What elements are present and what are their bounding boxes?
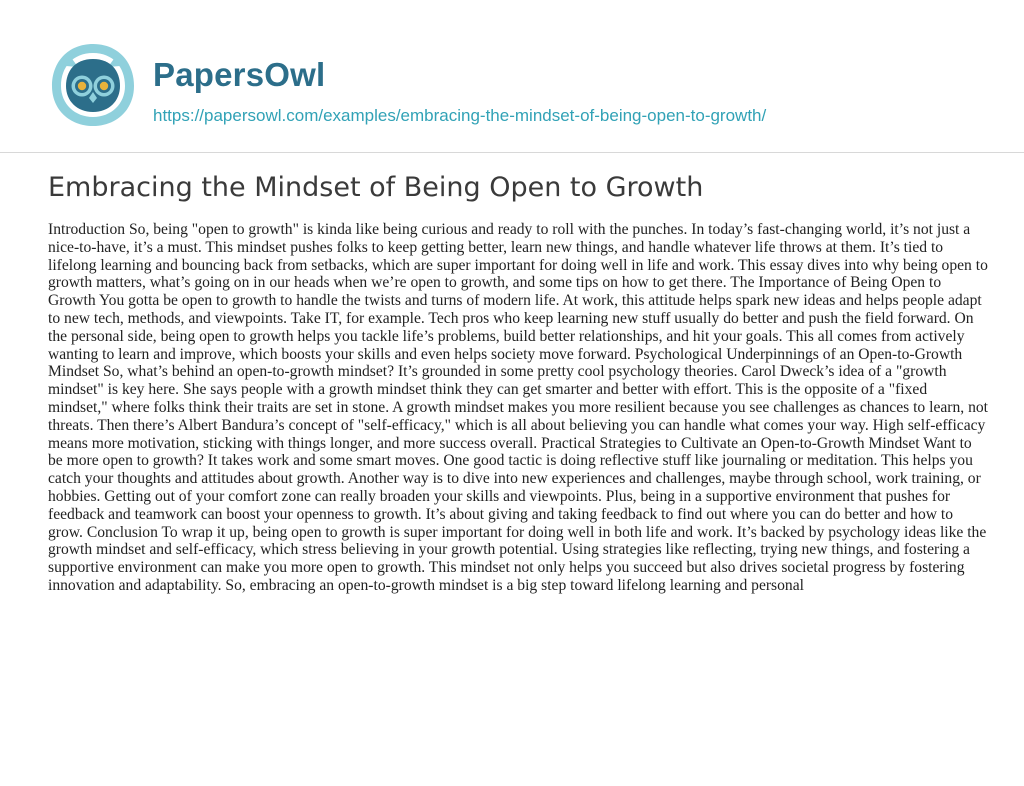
owl-logo-graphic — [48, 40, 138, 130]
essay-body: Introduction So, being "open to growth" is kinda like being curious and ready to roll with the punches. In today’s fast-changing world, it’s not just a nice-to-have, it’s a must. This mindset pushes folks to keep getting better, learn new things, and handle whatever life throws at them. It’s tied to lifelong learning and bouncing back from setbacks, which are super important for doing well in life and work. This essay dives into why being open to growth matters, what’s going on in our heads when we’re open to growth, and some tips on how to get there. The Importance of Being Open to Growth You gotta be open to growth to handle the twists and turns of modern life. At work, this attitude helps spark new ideas and helps people adapt to new tech, methods, and viewpoints. Take IT, for example. Tech pros who keep learning new stuff usually do better and push the field forward. On the personal side, being open to growth helps you tackle life’s problems, build better relationships, and hit your goals. This all comes from actively wanting to learn and improve, which boosts your skills and even helps society move forward. Psychological Underpinnings of an Open-to-Growth Mindset So, what’s behind an open-to-growth mindset? It’s grounded in some pretty cool psychology theories. Carol Dweck’s idea of a "growth mindset" is key here. She says people with a growth mindset think they can get smarter and better with effort. This is the opposite of a "fixed mindset," where folks think their traits are set in stone. A growth mindset makes you more resilient because you see challenges as chances to learn, not threats. Then there’s Albert Bandura’s concept of "self-efficacy," which is all about believing you can handle what comes your way. High self-efficacy means more motivation, sticking with things longer, and more success overall. Practical Strategies to Cultivate an Open-to-Growth Mindset Want to be more open to growth? It takes work and some smart moves. One good tactic is doing reflective stuff like journaling or meditation. This helps you catch your thoughts and attitudes about growth. Another way is to dive into new experiences and challenges, maybe through school, work training, or hobbies. Getting out of your comfort zone can really broaden your skills and viewpoints. Plus, being in a supportive environment that pushes for feedback and teamwork can boost your openness to growth. It’s about giving and taking feedback to find out where you can do better and how to grow. Conclusion To wrap it up, being open to growth is super important for doing well in both life and work. It’s backed by psychology ideas like the growth mindset and self-efficacy, which stress believing in your growth potential. Using strategies like reflecting, trying new things, and fostering a supportive environment can make you more open to growth. This mindset not only helps you succeed but also drives societal progress by fostering innovation and adaptability. So, embracing an open-to-growth mindset is a big step toward lifelong learning and personal — [48, 221, 989, 594]
owl-face-icon[interactable] — [48, 40, 138, 130]
source-url-link[interactable]: https://papersowl.com/examples/embracing-the-mindset-of-being-open-to-growth/ — [153, 106, 767, 125]
essay-title: Embracing the Mindset of Being Open to Growth — [48, 172, 704, 203]
header-divider — [0, 152, 1024, 153]
brand-name[interactable]: PapersOwl — [153, 56, 326, 93]
